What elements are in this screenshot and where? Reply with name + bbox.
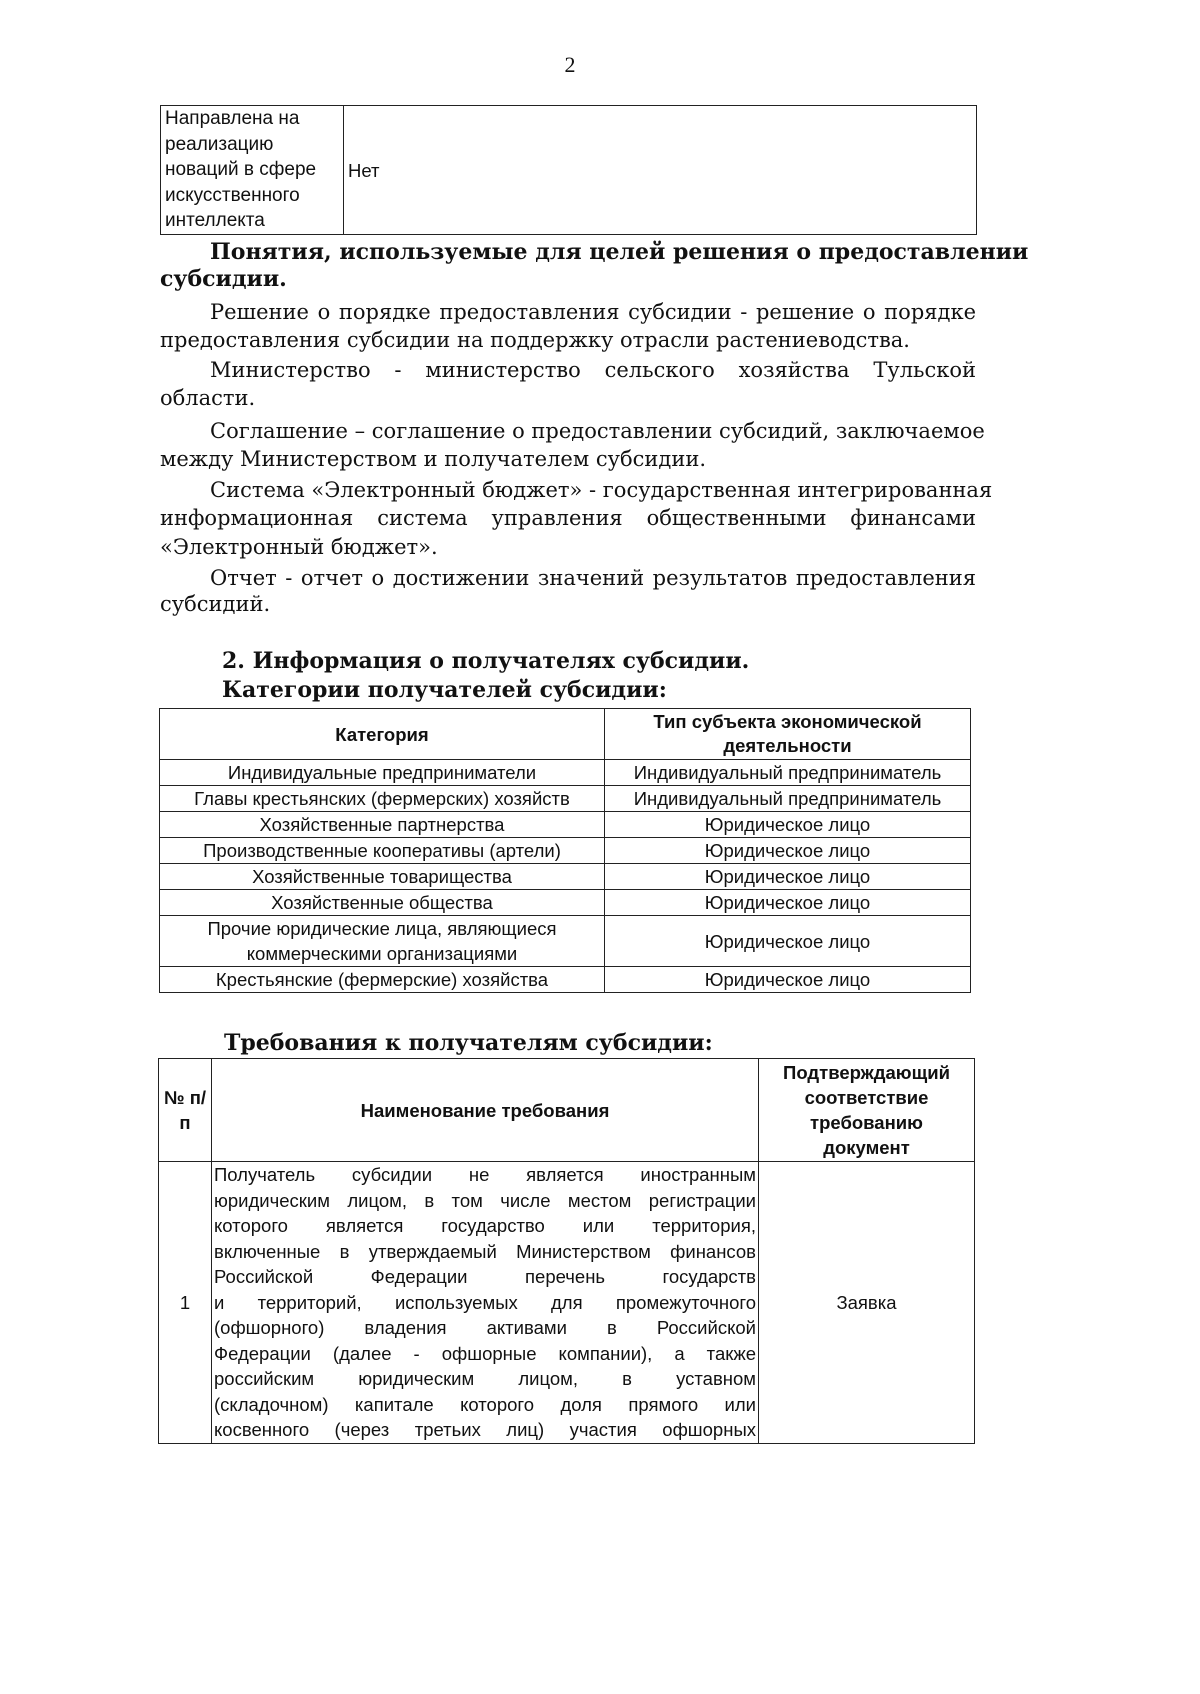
section-title: 2. Информация о получателях субсидии. — [222, 648, 750, 674]
label-line: реализацию — [165, 133, 274, 155]
type-cell: Юридическое лицо — [605, 916, 971, 967]
table-row — [160, 786, 971, 812]
category-cell: Прочие юридические лица, являющиеся коммерческими организациями — [160, 916, 605, 967]
label-line: новаций в сфере — [165, 159, 317, 181]
table-row — [160, 916, 971, 967]
table-row — [160, 967, 971, 993]
table-header — [159, 1059, 975, 1162]
paragraph-line: области. — [160, 386, 256, 410]
table-row — [160, 864, 971, 890]
concepts-heading: Понятия, используемые для целей решения о предоставлении — [210, 239, 1029, 265]
requirements-table — [158, 1058, 975, 1444]
ai-innovation-value: Нет — [344, 106, 977, 235]
requirement-line: российским юридическим лицом, в уставном — [214, 1368, 756, 1389]
requirement-line: (офшорного) владения активами в Российской — [214, 1317, 756, 1338]
category-cell: Главы крестьянских (фермерских) хозяйств — [160, 786, 605, 812]
requirement-line: юридическим лицом, в том числе местом регистрации — [214, 1189, 756, 1211]
paragraph-line: между Министерством и получателем субсидии. — [160, 447, 706, 471]
category-cell: Хозяйственные общества — [160, 890, 605, 916]
requirement-line: Российской Федерации перечень государств — [214, 1266, 756, 1287]
category-cell: Производственные кооперативы (артели) — [160, 838, 605, 864]
column-header: Категория — [160, 709, 605, 760]
table-header — [160, 709, 971, 760]
column-header: Тип субъекта экономической деятельности — [605, 709, 971, 760]
paragraph-line: «Электронный бюджет». — [160, 535, 438, 559]
table-row — [159, 1162, 975, 1444]
paragraph-line: Соглашение – соглашение о предоставлении субсидий, заключаемое — [210, 419, 985, 443]
paragraph-line: Министерство - министерство сельского хозяйства Тульской — [210, 358, 976, 382]
paragraph-line: предоставления субсидии на поддержку отрасли растениеводства. — [160, 328, 910, 352]
requirement-line: включенные в утверждаемый Министерством финансов — [214, 1240, 756, 1262]
table-row — [160, 838, 971, 864]
concepts-heading: субсидии. — [160, 266, 287, 292]
paragraph-line: информационная система управления общественными финансами — [160, 506, 976, 530]
ai-innovation-label — [161, 106, 344, 235]
requirements-title: Требования к получателям субсидии: — [224, 1030, 713, 1056]
type-cell: Индивидуальный предприниматель — [605, 786, 971, 812]
table-row — [160, 890, 971, 916]
type-cell: Индивидуальный предприниматель — [605, 760, 971, 786]
requirement-line: Получатель субсидии не является иностранным — [214, 1164, 756, 1185]
section-subtitle: Категории получателей субсидии: — [222, 677, 667, 703]
page-number: 2 — [564, 52, 576, 77]
label-line: искусственного — [165, 184, 300, 206]
row-number: 1 — [159, 1162, 212, 1444]
category-cell: Крестьянские (фермерские) хозяйства — [160, 967, 605, 993]
type-cell: Юридическое лицо — [605, 967, 971, 993]
label-line: интеллекта — [165, 210, 265, 232]
type-cell: Юридическое лицо — [605, 812, 971, 838]
requirement-line: Федерации (далее - офшорные компании), а также — [214, 1342, 756, 1364]
requirement-line: и территорий, используемых для промежуточного — [214, 1291, 756, 1313]
requirement-text — [212, 1162, 759, 1444]
table-row — [160, 760, 971, 786]
category-cell: Хозяйственные товарищества — [160, 864, 605, 890]
table-row — [160, 812, 971, 838]
type-cell: Юридическое лицо — [605, 838, 971, 864]
label-line: Направлена на — [165, 108, 300, 130]
paragraph-line: субсидий. — [160, 592, 271, 616]
type-cell: Юридическое лицо — [605, 890, 971, 916]
paragraph-line: Система «Электронный бюджет» - государственная интегрированная — [210, 478, 993, 502]
type-cell: Юридическое лицо — [605, 864, 971, 890]
paragraph-line: Отчет - отчет о достижении значений результатов предоставления — [210, 566, 976, 590]
category-cell: Индивидуальные предприниматели — [160, 760, 605, 786]
confirming-document: Заявка — [759, 1162, 975, 1444]
category-cell: Хозяйственные партнерства — [160, 812, 605, 838]
requirement-line: которого является государство или территория, — [214, 1215, 756, 1236]
categories-table — [159, 708, 971, 993]
ai-innovation-table — [160, 105, 977, 235]
requirement-line: (складочном) капитале которого доля прямого или — [214, 1393, 756, 1415]
paragraph-line: Решение о порядке предоставления субсидии - решение о порядке — [210, 300, 976, 324]
requirement-line: косвенного (через третьих лиц) участия офшорных — [214, 1419, 756, 1440]
column-header: Наименование требования — [212, 1059, 759, 1162]
column-header: Подтверждающий соответствие требованию документ — [759, 1059, 975, 1162]
column-header: № п/п — [159, 1059, 212, 1162]
